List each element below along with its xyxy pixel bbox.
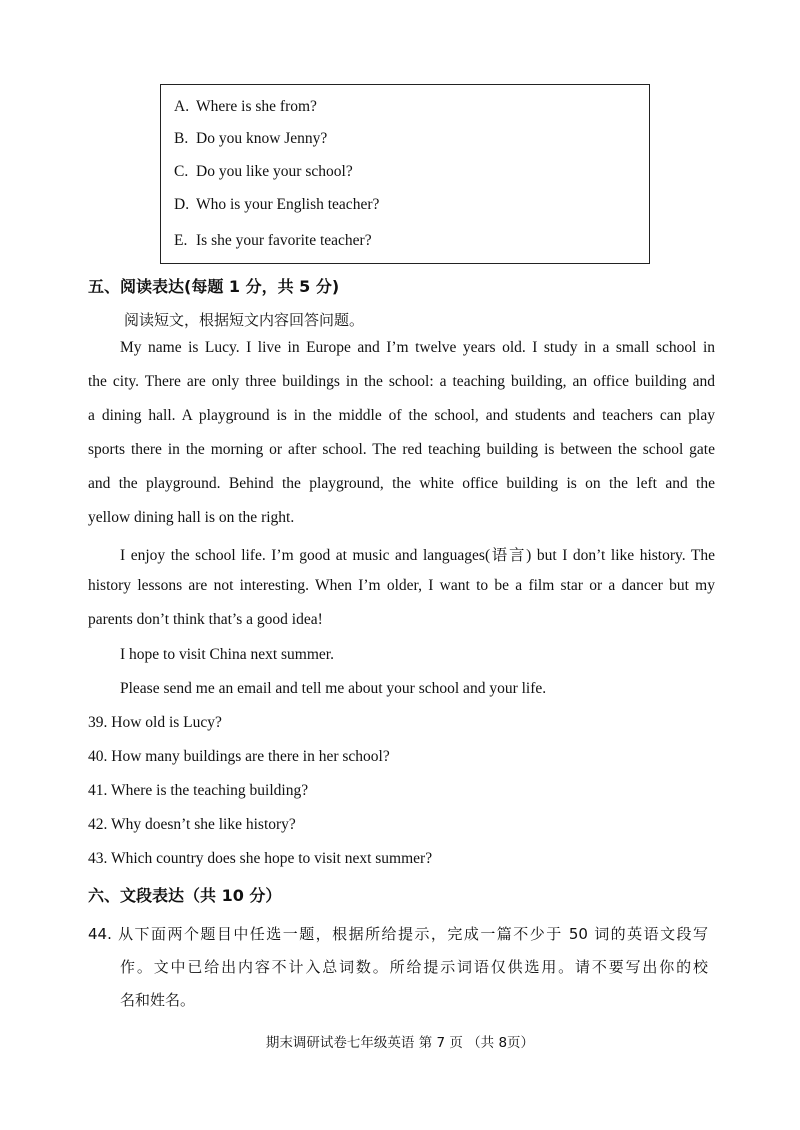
page-footer: 期末调研试卷七年级英语 第 7 页 （共 8页） [265,1035,535,1051]
option-d: D. Who is your English teacher? [174,196,380,213]
passage-line: a dining hall. A playground is in the middle of the school, and students and teachers can play [88,407,715,424]
task-44-line: 名和姓名。 [120,991,196,1009]
option-e: E. Is she your favorite teacher? [174,232,372,249]
passage-line: the city. There are only three buildings in the school: a teaching building, an office building and [88,373,715,390]
answer-options-box [160,84,650,264]
passage-line: Please send me an email and tell me about your school and your life. [120,680,547,697]
passage-line: My name is Lucy. I live in Europe and I’m twelve years old. I study in a small school in [120,339,715,356]
task-44-line: 作。文中已给出内容不计入总词数。所给提示词语仅供选用。请不要写出你的校 [120,958,708,976]
section-5-heading: 五、阅读表达(每题 1 分，共 5 分) [88,277,340,296]
passage-line: I enjoy the school life. I’m good at music and languages(语言) but I don’t like history. The [120,547,715,564]
passage-line: I hope to visit China next summer. [120,646,334,663]
question-43: 43. Which country does she hope to visit next summer? [88,850,433,867]
passage-line: history lessons are not interesting. When I’m older, I want to be a film star or a dancer but my [88,577,715,594]
question-42: 42. Why doesn’t she like history? [88,816,296,833]
passage-line: parents don’t think that’s a good idea! [88,611,323,628]
question-41: 41. Where is the teaching building? [88,782,309,799]
passage-line: sports there in the morning or after school. The red teaching building is between the school gate [88,441,715,458]
passage-line: and the playground. Behind the playground, the white office building is on the left and the [88,475,715,492]
passage-line: yellow dining hall is on the right. [88,509,295,526]
task-44-line: 44. 从下面两个题目中任选一题，根据所给提示，完成一篇不少于 50 词的英语文段写 [88,925,708,943]
option-a: A. Where is she from? [174,98,317,115]
question-39: 39. How old is Lucy? [88,714,222,731]
option-c: C. Do you like your school? [174,163,353,180]
section-5-instruction: 阅读短文，根据短文内容回答问题。 [124,311,365,329]
question-40: 40. How many buildings are there in her school? [88,748,390,765]
section-6-heading: 六、文段表达（共 10 分） [88,886,282,905]
option-b: B. Do you know Jenny? [174,130,328,147]
